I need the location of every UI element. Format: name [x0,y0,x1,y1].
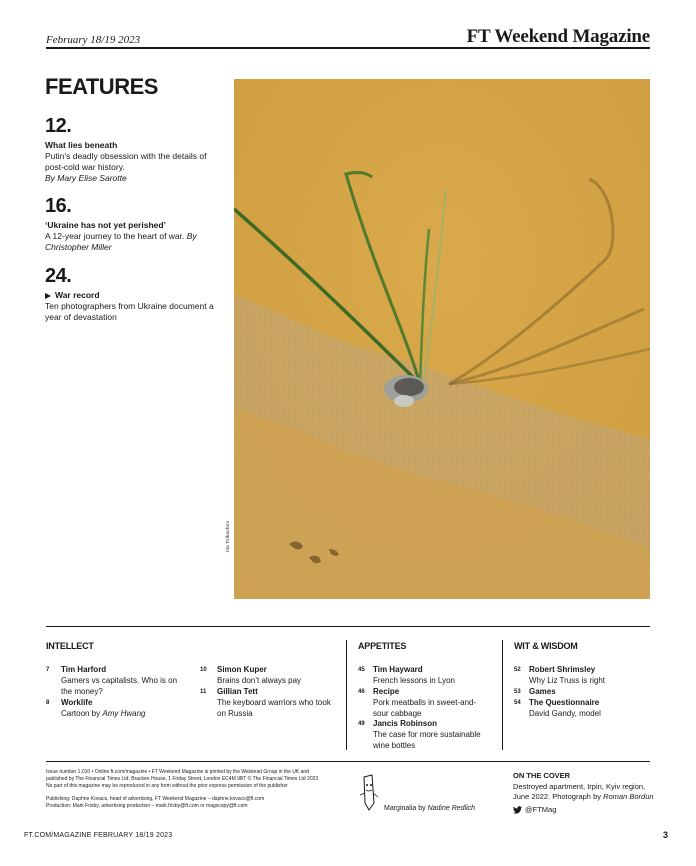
section-rule [46,626,650,627]
twitter-handle: @FTMag [525,805,557,814]
marginalia-artist: Nadine Redlich [427,805,476,812]
feature-page-number: 16. [45,195,72,217]
imprint [46,769,346,810]
cover-photo [234,79,650,599]
photo-credit: Ilia Tolkachov [225,520,230,552]
imprint-line: Publishing: Daphne Kovacs, head of advertising, FT Weekend Magazine – daphne.kovacs@ft.com [46,796,265,802]
page-number: 7 [46,667,50,673]
page-number: 8 [46,700,50,706]
entry-text: French lessons in Lyon [373,676,455,685]
entry-name: Tim Hayward [373,665,423,674]
contents-entry[interactable] [358,664,498,686]
contents-entry[interactable] [514,664,654,686]
cover-text: Destroyed apartment, Irpin, Kyiv region, June 2022. Photograph by [513,782,646,801]
page-number: 49 [358,721,365,727]
entry-name: Jancis Robinson [373,719,438,728]
page-number: 46 [358,689,365,695]
feature-description: A 12-year journey to the heart of war. [45,231,185,241]
page-number: 45 [358,667,365,673]
feature-item[interactable] [45,195,225,253]
contents-entry[interactable] [46,697,186,719]
marginalia-pencil-icon [356,773,382,813]
page-number: 3 [662,830,668,840]
feature-item[interactable] [45,115,225,184]
feature-description: Ten photographers from Ukraine document a year of devastation [45,301,214,322]
section-rule [46,761,650,762]
wit-wisdom-heading: WIT & WISDOM [514,641,578,651]
page-number: 10 [200,667,207,673]
page-number: 54 [514,700,521,706]
feature-item[interactable] [45,265,225,323]
header-rule [46,47,650,49]
contents-entry[interactable] [358,718,483,751]
entry-text: Cartoon by [61,709,101,718]
entry-text: The keyboard warriors who took on Russia [217,698,331,718]
entry-name: Robert Shrimsley [529,665,596,674]
imprint-line: Issue number 1,010 • Online ft.com/magazine • FT Weekend Magazine is printed by the Walstead Group in the UK and [46,769,309,775]
contents-entry[interactable] [514,697,654,719]
column-rule [502,640,503,750]
entry-byline: Amy Hwang [102,709,146,718]
entry-text: David Gandy, model [529,709,601,718]
feature-title: What lies beneath [45,140,118,150]
page-number: 11 [200,689,207,695]
twitter-bird-icon [513,806,522,814]
contents-entry[interactable] [200,686,340,719]
cover-heading: ON THE COVER [513,771,571,780]
marginalia-label: Marginalia by [384,805,426,812]
imprint-line: No part of this magazine may be reproduced in any form without the prior express permission of the publisher [46,783,288,789]
entry-name: Games [529,687,556,696]
appetites-heading: APPETITES [358,641,407,651]
feature-title: ‘Ukraine has not yet perished’ [45,220,166,230]
entry-name: Worklife [61,698,93,707]
feature-page-number: 12. [45,115,72,137]
entry-text: Pork meatballs in sweet-and-sour cabbage [373,698,477,718]
entry-text: Brains don’t always pay [217,676,302,685]
page-number: 53 [514,689,521,695]
entry-name: Tim Harford [61,665,107,674]
contents-entry[interactable] [358,686,478,719]
contents-entry[interactable] [514,686,654,697]
feature-page-number: 24. [45,265,72,287]
feature-byline: By Mary Elise Sarotte [45,173,127,183]
contents-entry[interactable] [46,664,186,697]
column-rule [346,640,347,750]
entry-text: Gamers vs capitalists. Who is on the money? [61,676,178,696]
magazine-title: FT Weekend Magazine [466,26,650,47]
imprint-line: Production: Mark Frisby, advertising production – mark.frisby@ft.com or magscopy@ft.com [46,803,248,809]
footer-url-date: FT.COM/MAGAZINE FEBRUARY 18/19 2023 [24,832,173,839]
page-number: 52 [514,667,521,673]
entry-name: Gillian Tett [217,687,258,696]
entry-name: Recipe [373,687,400,696]
entry-name: The Questionnaire [529,698,600,707]
intellect-heading: INTELLECT [46,641,94,651]
play-icon [45,293,51,299]
entry-text: The case for more sustainable wine bottles [373,730,481,750]
issue-date: February 18/19 2023 [46,34,141,46]
features-heading: FEATURES [45,74,158,99]
entry-text: Why Liz Truss is right [529,676,606,685]
contents-entry[interactable] [200,664,340,686]
twitter-link[interactable] [513,805,556,814]
cover-description [513,782,663,802]
cover-photographer: Roman Bordun [603,792,654,801]
imprint-line: published by The Financial Times Ltd, Bracken House, 1 Friday Street, London EC4M 9BT © The Financial Times Ltd 2023 [46,776,319,782]
feature-description: Putin’s deadly obsession with the details of post-cold war history. [45,151,207,172]
feature-title: War record [55,290,100,300]
marginalia-credit [384,805,475,812]
entry-name: Simon Kuper [217,665,267,674]
feature-byline: By Christopher Miller [45,231,197,252]
